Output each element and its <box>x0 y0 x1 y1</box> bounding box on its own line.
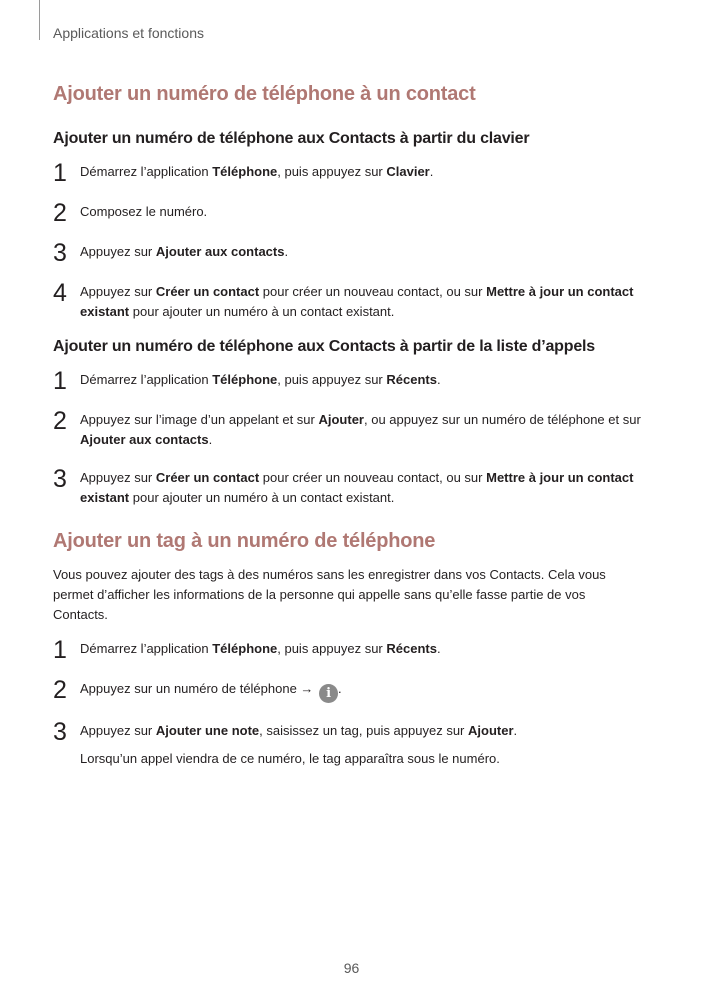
section-title: Ajouter un numéro de téléphone à un contact <box>53 83 476 105</box>
step-text: Démarrez l’application Téléphone, puis appuyez sur Récents. <box>80 372 441 387</box>
step-text: Appuyez sur l’image d’un appelant et sur Ajouter, ou appuyez sur un numéro de téléphone et sur Ajouter aux contacts. <box>80 412 641 447</box>
step-list <box>53 367 653 508</box>
info-icon: i <box>319 684 338 703</box>
step-item <box>53 159 653 187</box>
step-number: 1 <box>53 159 67 187</box>
step-number: 3 <box>53 239 67 267</box>
step-number: 3 <box>53 465 67 493</box>
step-item <box>53 465 653 508</box>
page-content <box>53 83 653 785</box>
step-item <box>53 676 653 704</box>
subsection-title: Ajouter un numéro de téléphone aux Contacts à partir de la liste d’appels <box>53 338 595 355</box>
step-text: Appuyez sur Créer un contact pour créer un nouveau contact, ou sur Mettre à jour un contact existant pour ajouter un numéro à un contact existant. <box>80 284 634 319</box>
step-text: Composez le numéro. <box>80 204 208 219</box>
step-list <box>53 159 653 322</box>
section-intro: Vous pouvez ajouter des tags à des numéros sans les enregistrer dans vos Contacts. Cela vous permet d’afficher les informations de la personne qui appelle sans qu’elle fasse partie de vos Contacts. <box>53 567 606 622</box>
step-number: 2 <box>53 199 67 227</box>
page-number: 96 <box>343 960 360 976</box>
step-item <box>53 636 653 664</box>
step-text: Appuyez sur Créer un contact pour créer un nouveau contact, ou sur Mettre à jour un contact existant pour ajouter un numéro à un contact existant. <box>80 470 634 505</box>
step-text: Appuyez sur un numéro de téléphone → i . <box>80 681 342 701</box>
step-note: Lorsqu’un appel viendra de ce numéro, le tag apparaîtra sous le numéro. <box>80 751 500 766</box>
step-item <box>53 367 653 395</box>
step-number: 2 <box>53 676 67 704</box>
step-list <box>53 636 653 769</box>
header-rule <box>39 0 40 40</box>
step-number: 3 <box>53 718 67 746</box>
step-item <box>53 718 653 769</box>
step-text: Démarrez l’application Téléphone, puis appuyez sur Récents. <box>80 641 441 656</box>
step-number: 1 <box>53 636 67 664</box>
step-item <box>53 279 653 322</box>
running-header: Applications et fonctions <box>53 25 204 41</box>
subsection-title: Ajouter un numéro de téléphone aux Contacts à partir du clavier <box>53 130 530 147</box>
section-title: Ajouter un tag à un numéro de téléphone <box>53 530 436 552</box>
step-item <box>53 199 653 227</box>
step-text: Démarrez l’application Téléphone, puis appuyez sur Clavier. <box>80 164 434 179</box>
step-text: Appuyez sur Ajouter aux contacts. <box>80 244 289 259</box>
step-text: Appuyez sur Ajouter une note, saisissez un tag, puis appuyez sur Ajouter. Lorsqu’un appel viendra de ce numéro, le tag apparaîtra sous le numéro. <box>80 721 653 769</box>
step-number: 1 <box>53 367 67 395</box>
step-number: 2 <box>53 407 67 435</box>
step-item <box>53 407 653 450</box>
step-number: 4 <box>53 279 67 307</box>
step-item <box>53 239 653 267</box>
